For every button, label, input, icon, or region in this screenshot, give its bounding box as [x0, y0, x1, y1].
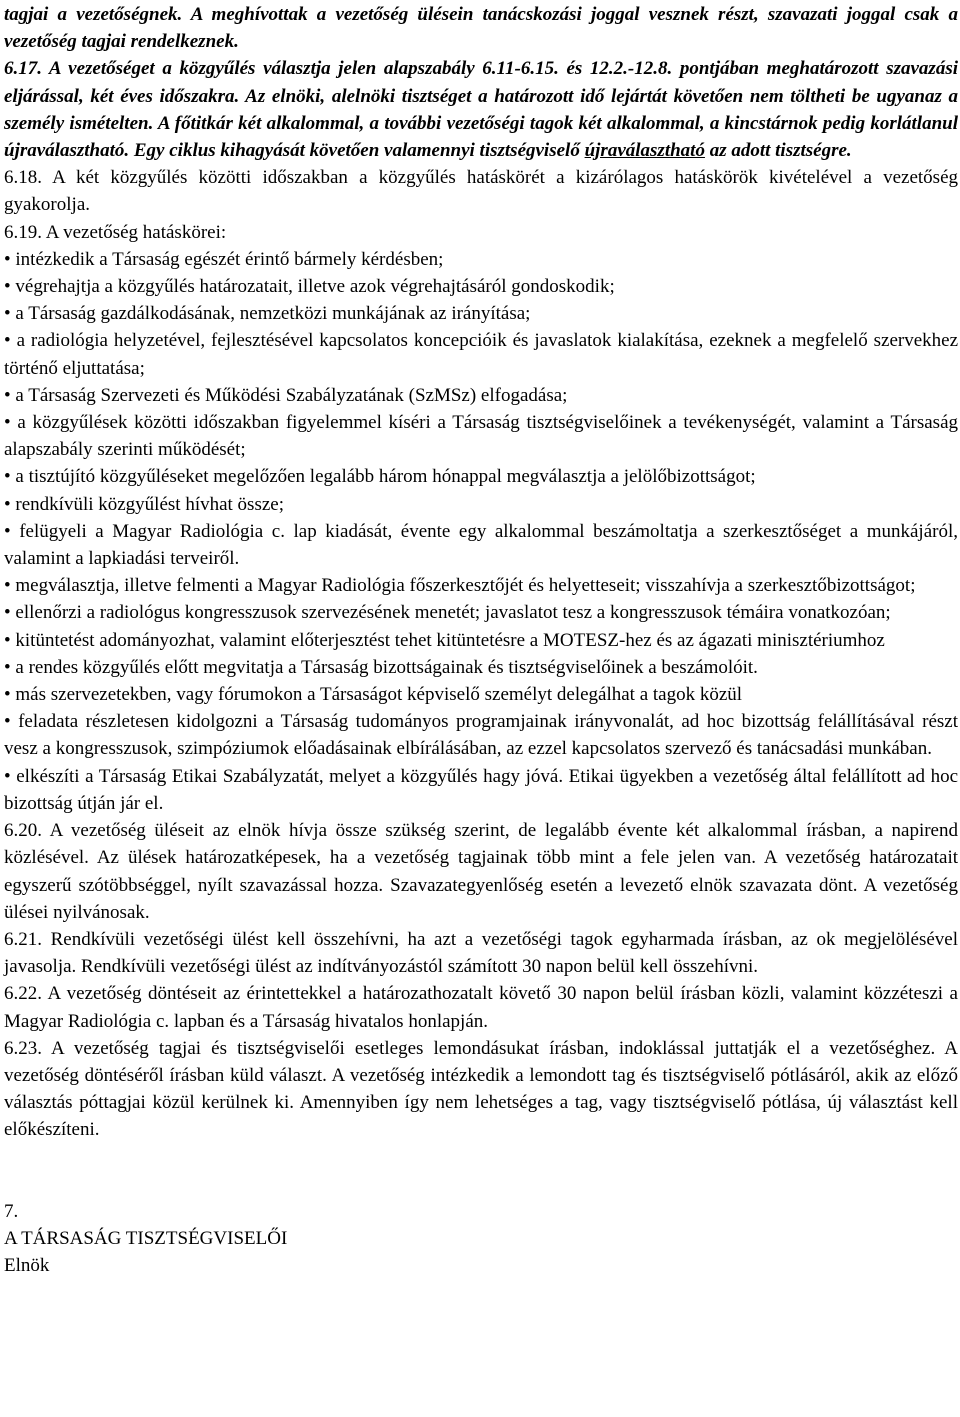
bullet-item: • ellenőrzi a radiológus kongresszusok szervezésének menetét; javaslatot tesz a kongresszusok témáira vonatkozóan; [4, 602, 891, 624]
bullet-item: • a Társaság Szervezeti és Működési Szabályzatának (SzMSz) elfogadása; [4, 384, 568, 406]
paragraph-6-17-cycle: Egy ciklus kihagyását követően valamennyi tisztségviselő [129, 140, 585, 162]
bullet-item: • feladata részletesen kidolgozni a Társaság tudományos programjainak irányvonalát, ad hoc bizottság felállításával részt vesz a kongresszusok, szimpóziumok előadásainak elbírálásában, az ezzel kapcsolatos szervező és tanácsadási munkában. [4, 711, 958, 760]
paragraph-6-23: 6.23. A vezetőség tagjai és tisztségviselői esetleges lemondásukat írásban, indoklással juttatják el a vezetőséghez. A vezetőség döntéséről írásban küld választ. A vezetőség intézkedik a lemondott tag és tisztségviselő pótlásáról, akik az előző választás póttagjai közül kerülnek ki. Amennyiben így nem lehetséges a tag, vagy tisztségviselő pótlása, új választást kell előkészíteni. [4, 1037, 958, 1141]
paragraph-6-18: 6.18. A két közgyűlés közötti időszakban a közgyűlés hatáskörét a kizárólagos hatáskörök kivételével a vezetőség gyakorolja. [4, 167, 958, 216]
subsection-title: Elnök [4, 1254, 50, 1276]
bullet-item: • felügyeli a Magyar Radiológia c. lap kiadását, évente egy alkalommal beszámoltatja a szerkesztőséget a munkájáról, valamint a lapkiadási terveiről. [4, 520, 958, 570]
bullet-item: • a radiológia helyzetével, fejlesztésével kapcsolatos koncepcióik és javaslatok kialakítása, ezeknek a megfelelő szervekhez történő eljuttatása; [4, 330, 958, 379]
section-number: 7. [4, 1200, 19, 1222]
spacer [4, 1144, 958, 1198]
paragraph-6-20: 6.20. A vezetőség üléseit az elnök hívja össze szükség szerint, de legalább évente két alkalommal írásban, a napirend közlésével. Az ülések határozatképesek, ha a vezetőség tagjainak több mint a fele jelen van. A vezetőség határozatait egyszerű szótöbbséggel, nyílt szavazással hozza. Szavazategyenlőség esetén a levezető elnök szavazata dönt. A vezetőség ülései nyilvánosak. [4, 820, 958, 923]
bullet-item: • a rendes közgyűlés előtt megvitatja a Társaság bizottságainak és tisztségviselőinek a beszámolóit. [4, 656, 758, 678]
paragraph-meghivottak: tagjai a vezetőségnek. A meghívottak a vezetőség ülésein tanácskozási joggal vesznek részt, szavazati joggal csak a vezetőség tagjai rendelkeznek. [4, 4, 958, 53]
bullet-item: • végrehajtja a közgyűlés határozatait, illetve azok végrehajtásáról gondoskodik; [4, 276, 615, 298]
section-title: A TÁRSASÁG TISZTSÉGVISELŐI [4, 1227, 288, 1249]
paragraph-6-19-heading: 6.19. A vezetőség hatáskörei: [4, 221, 227, 243]
paragraph-6-17-main: 6.17. A vezetőséget a közgyűlés választja jelen alapszabály 6.11-6.15. és 12.2.-12.8. pontjában meghatározott szavazási eljárással, két éves időszakra. Az elnöki, alelnöki tisztséget a határozott idő lejártát követően nem töltheti be ugyanaz a személy ismételten. A főtitkár két alkalommal, a további vezetőségi tagok két alkalommal, a kincstárnok pedig korlátlanul újraválasztható. [4, 58, 958, 162]
bullet-item: • a tisztújító közgyűléseket megelőzően legalább három hónappal megválasztja a jelölőbizottságot; [4, 466, 756, 488]
document-page [4, 0, 958, 1279]
reelectable-underlined: újraválasztható [584, 140, 705, 162]
bullet-item: • a közgyűlések közötti időszakban figyelemmel kíséri a Társaság tisztségviselőinek a tevékenységét, valamint a Társaság alapszabály szerinti működését; [4, 412, 958, 461]
bullet-item: • a Társaság gazdálkodásának, nemzetközi munkájának az irányítása; [4, 303, 531, 325]
paragraph-6-22: 6.22. A vezetőség döntéseit az érintettekkel a határozathozatalt követő 30 napon belül írásban közli, valamint közzéteszi a Magyar Radiológia c. lapban és a Társaság hivatalos honlapján. [4, 983, 958, 1032]
bullet-item: • rendkívüli közgyűlést hívhat össze; [4, 493, 284, 515]
paragraph-6-21: 6.21. Rendkívüli vezetőségi ülést kell összehívni, ha azt a vezetőségi tagok egyharmada írásban, az ok megjelölésével javasolja. Rendkívüli vezetőségi ülést az indítványozástól számított 30 napon belül kell összehívni. [4, 928, 958, 978]
bullet-item: • megválasztja, illetve felmenti a Magyar Radiológia főszerkesztőjét és helyetteseit; visszahívja a szerkesztőbizottságot; [4, 575, 916, 597]
bullet-item: • elkészíti a Társaság Etikai Szabályzatát, melyet a közgyűlés hagy jóvá. Etikai ügyekben a vezetőség által felállított ad hoc bizottság útján jár el. [4, 765, 958, 814]
bullet-item: • más szervezetekben, vagy fórumokon a Társaságot képviselő személyt delegálhat a tagok közül [4, 684, 743, 706]
paragraph-6-17-end: az adott tisztségre. [704, 140, 852, 162]
bullet-item: • intézkedik a Társaság egészét érintő bármely kérdésben; [4, 248, 444, 270]
powers-bullet-list [4, 246, 958, 817]
bullet-item: • kitüntetést adományozhat, valamint előterjesztést tehet kitüntetésre a MOTESZ-hez és az ágazati minisztériumhoz [4, 629, 885, 651]
paragraph-6-17 [4, 55, 958, 164]
